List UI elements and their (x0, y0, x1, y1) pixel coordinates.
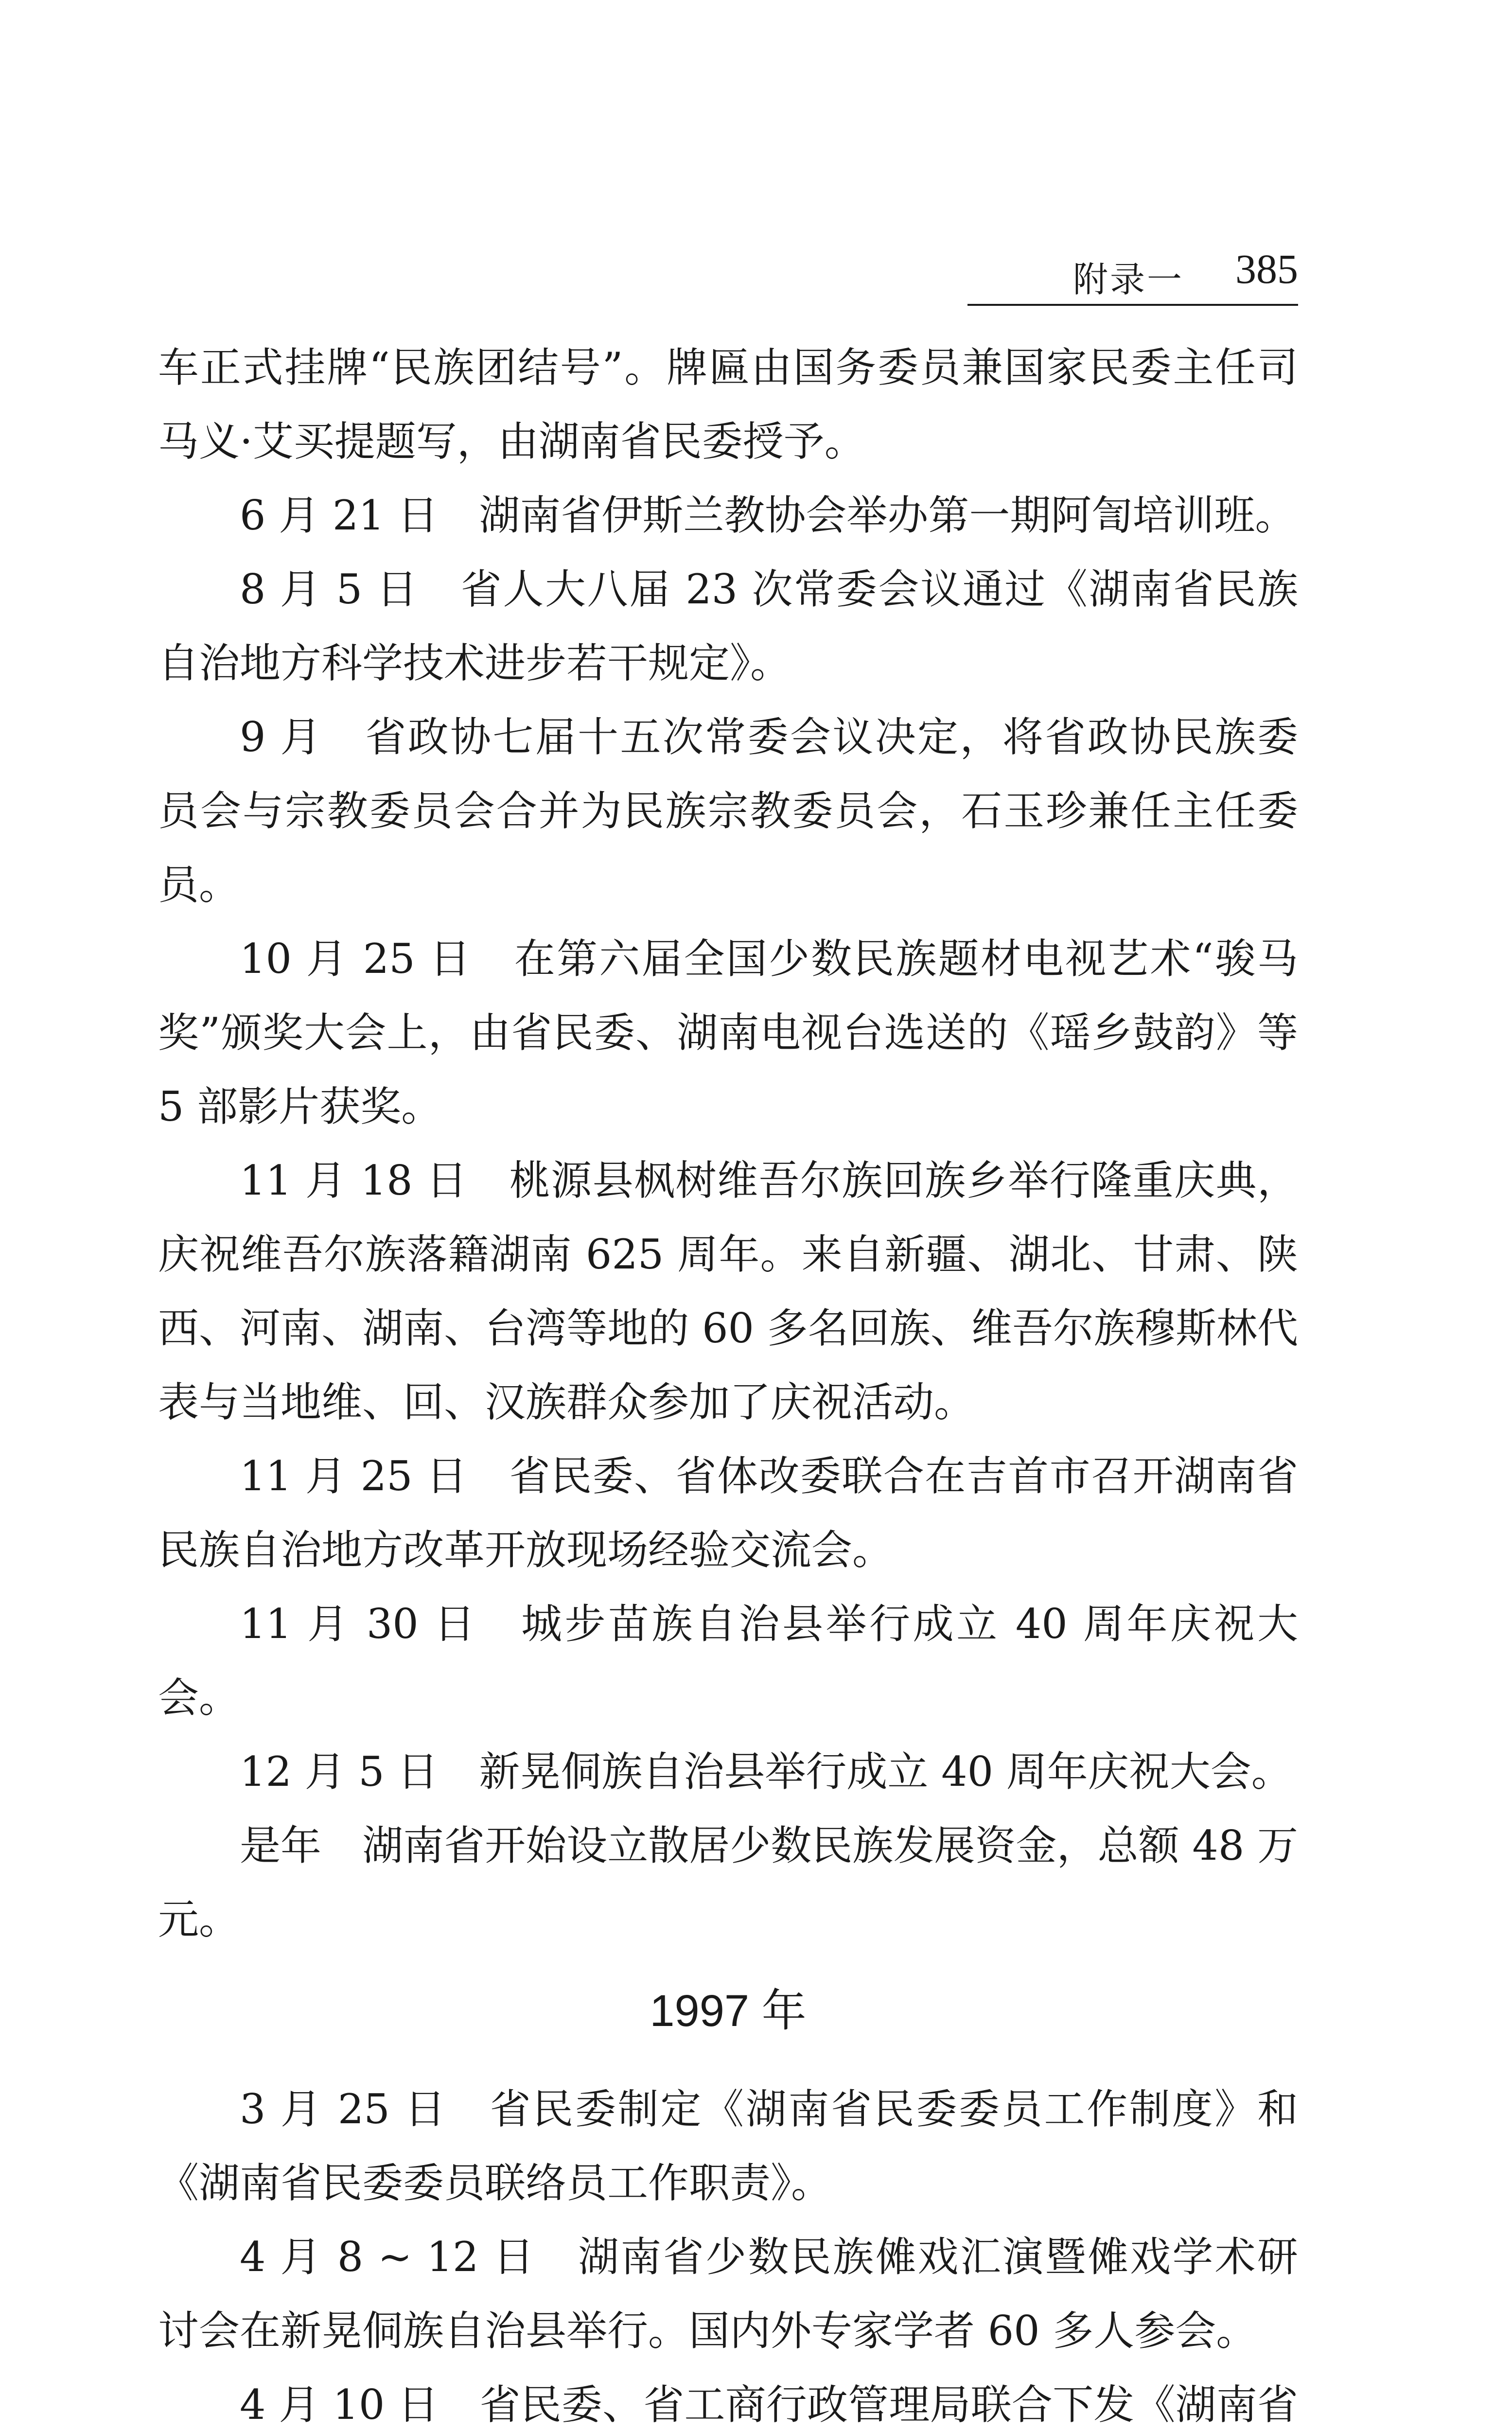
header-label: 附录一 (1072, 259, 1184, 300)
page-number: 385 (1235, 246, 1298, 292)
entry-nov-18: 11 月 18 日 桃源县枫树维吾尔族回族乡举行隆重庆典，庆祝维吾尔族落籍湖南 625 周年。来自新疆、湖北、甘肃、陕西、河南、湖南、台湾等地的 60 多名回族、维吾尔族穆斯林代表与当地维、回、汉族群众参加了庆祝活动。 (158, 1157, 1298, 1426)
entry-this-year: 是年 湖南省开始设立散居少数民族发展资金，总额 48 万元。 (158, 1822, 1298, 1943)
entry-nov-30: 11 月 30 日 城步苗族自治县举行成立 40 周年庆祝大会。 (158, 1600, 1298, 1722)
entry-apr-10: 4 月 10 日 省民委、省工商行政管理局联合下发《湖南省 (240, 2381, 1298, 2429)
paragraph-continuation: 车正式挂牌“民族团结号”。牌匾由国务委员兼国家民委主任司马义·艾买提题写，由湖南省民委授予。 (158, 344, 1298, 465)
entry-mar-25: 3 月 25 日 省民委制定《湖南省民委委员工作制度》和《湖南省民委委员联络员工作职责》。 (158, 2085, 1298, 2207)
entry-apr-8-12: 4 月 8 ~ 12 日 湖南省少数民族傩戏汇演暨傩戏学术研讨会在新晃侗族自治县举行。国内外专家学者 60 多人参会。 (158, 2233, 1298, 2355)
body-text (158, 331, 1298, 2431)
year-heading-1997: 1997 年 (650, 1986, 807, 2036)
entry-nov-25: 11 月 25 日 省民委、省体改委联合在吉首市召开湖南省民族自治地方改革开放现场经验交流会。 (158, 1452, 1298, 1574)
entry-aug-5: 8 月 5 日 省人大八届 23 次常委会议通过《湖南省民族自治地方科学技术进步若干规定》。 (158, 565, 1298, 687)
entry-sep: 9 月 省政协七届十五次常委会议决定，将省政协民族委员会与宗教委员会合并为民族宗教委员会，石玉珍兼任主任委员。 (158, 713, 1298, 909)
running-header (967, 241, 1298, 306)
entry-jun-21: 6 月 21 日 湖南省伊斯兰教协会举办第一期阿訇培训班。 (240, 492, 1296, 539)
entry-oct-25: 10 月 25 日 在第六届全国少数民族题材电视艺术“骏马奖”颁奖大会上，由省民委、湖南电视台选送的《瑶乡鼓韵》等 5 部影片获奖。 (158, 935, 1298, 1130)
entry-dec-5: 12 月 5 日 新晃侗族自治县举行成立 40 周年庆祝大会。 (240, 1748, 1292, 1796)
